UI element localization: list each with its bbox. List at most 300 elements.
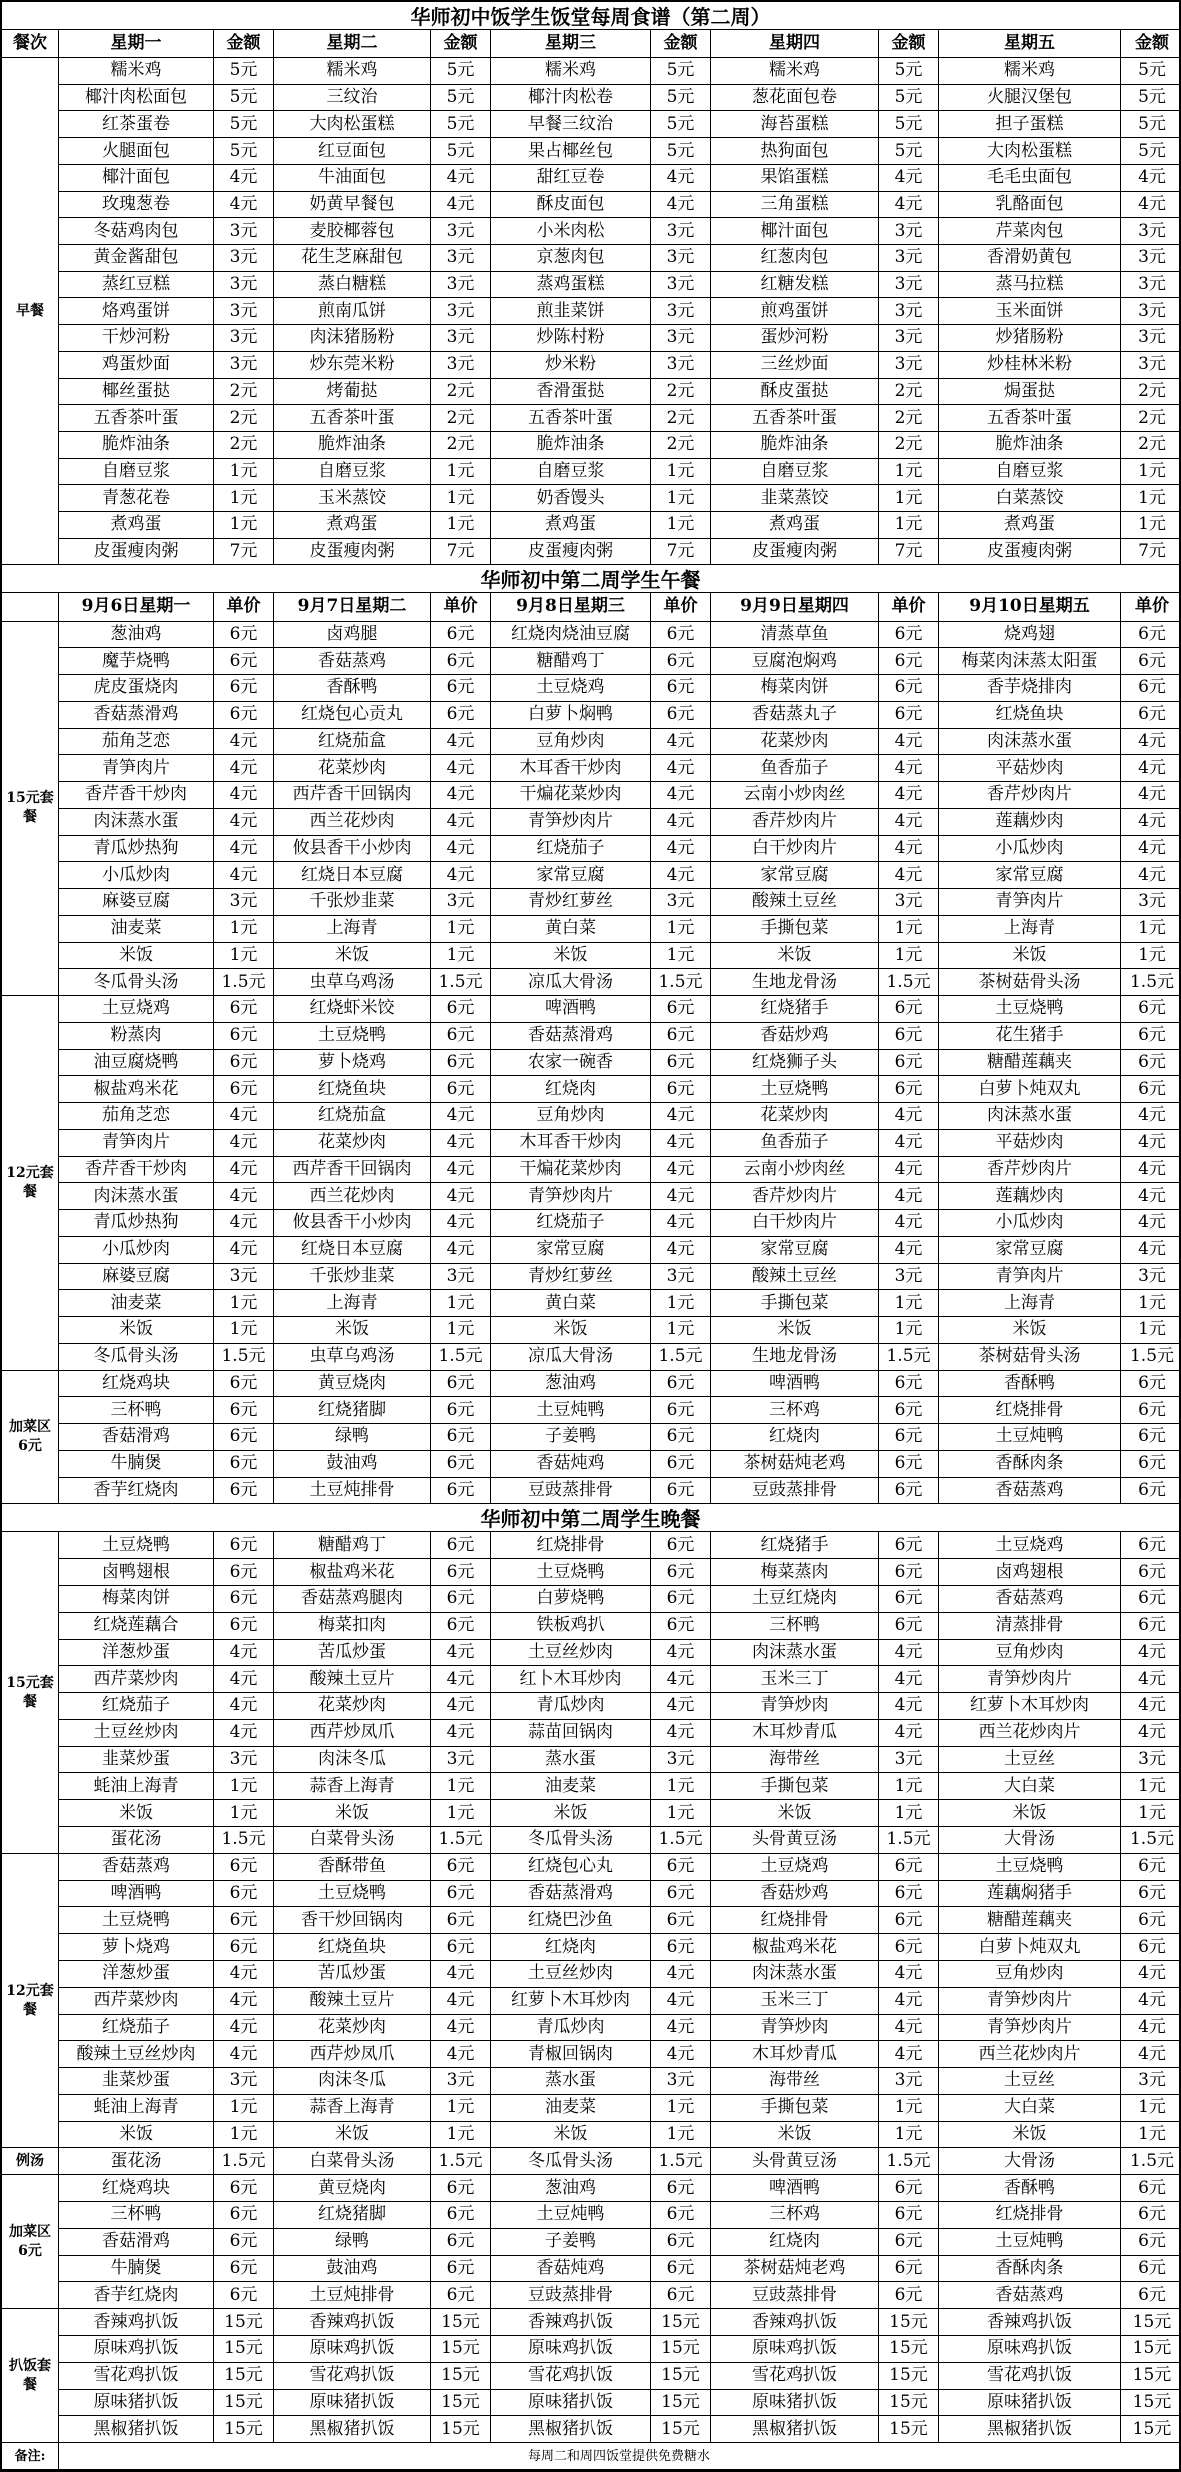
menu-row — [59, 1371, 1181, 1398]
dish-cell: 原味鸡扒饭 — [491, 2336, 651, 2363]
price-cell: 3元 — [214, 272, 274, 299]
price-cell: 3元 — [214, 325, 274, 352]
dish-cell: 青瓜炒肉 — [491, 2015, 651, 2042]
dish-cell: 黑椒猪扒饭 — [939, 2416, 1121, 2443]
dish-cell: 啤酒鸭 — [711, 2175, 879, 2202]
header-cell: 单价 — [651, 593, 711, 621]
price-cell: 3元 — [214, 1264, 274, 1291]
dish-cell: 白菜蒸饺 — [939, 485, 1121, 512]
menu-row — [59, 1478, 1181, 1505]
lunch-title-text: 华师初中第二周学生午餐 — [2, 565, 1179, 593]
price-cell: 1.5元 — [651, 2148, 711, 2175]
price-cell: 5元 — [214, 111, 274, 138]
menu-row — [59, 2041, 1181, 2068]
price-cell: 6元 — [879, 1613, 939, 1640]
header-cell: 星期一 — [59, 30, 214, 58]
dish-cell: 冬菇鸡肉包 — [59, 218, 214, 245]
dish-cell: 家常豆腐 — [491, 1237, 651, 1264]
price-cell: 6元 — [879, 2175, 939, 2202]
price-cell: 15元 — [879, 2336, 939, 2363]
price-cell: 3元 — [214, 352, 274, 379]
price-cell: 1元 — [879, 1290, 939, 1317]
price-cell: 5元 — [879, 85, 939, 112]
dish-cell: 豆角炒肉 — [939, 1640, 1121, 1667]
price-cell: 4元 — [651, 729, 711, 756]
price-cell: 15元 — [651, 2336, 711, 2363]
price-cell: 6元 — [651, 1023, 711, 1050]
menu-row — [59, 165, 1181, 192]
dish-cell: 雪花鸡扒饭 — [711, 2363, 879, 2390]
dish-cell: 冬瓜骨头汤 — [59, 969, 214, 996]
dish-cell: 清蒸草鱼 — [711, 622, 879, 649]
price-cell: 3元 — [431, 2068, 491, 2095]
menu-row — [59, 1800, 1181, 1827]
menu-row — [59, 969, 1181, 996]
price-cell: 4元 — [651, 1103, 711, 1130]
price-cell: 6元 — [431, 1451, 491, 1478]
price-cell: 4元 — [431, 755, 491, 782]
price-cell: 4元 — [651, 165, 711, 192]
price-cell: 6元 — [651, 996, 711, 1023]
dinner-title — [2, 1504, 1179, 1532]
dish-cell: 小瓜炒肉 — [939, 836, 1121, 863]
price-cell: 4元 — [879, 755, 939, 782]
dish-cell: 豆豉蒸排骨 — [711, 1478, 879, 1505]
price-cell: 4元 — [1121, 1210, 1181, 1237]
price-cell: 4元 — [214, 2041, 274, 2068]
dish-cell: 香菇蒸鸡腿肉 — [274, 1586, 431, 1613]
price-cell: 6元 — [431, 1586, 491, 1613]
price-cell: 4元 — [214, 782, 274, 809]
dish-cell: 煮鸡蛋 — [939, 512, 1121, 539]
header-cell: 星期三 — [491, 30, 651, 58]
menu-row — [59, 729, 1181, 756]
price-cell: 15元 — [879, 2309, 939, 2336]
dish-cell: 香芹香干炒肉 — [59, 1157, 214, 1184]
dish-cell: 农家一碗香 — [491, 1050, 651, 1077]
menu-row — [59, 2309, 1181, 2336]
price-cell: 4元 — [214, 1237, 274, 1264]
price-cell: 4元 — [651, 192, 711, 219]
price-cell: 6元 — [879, 996, 939, 1023]
dish-cell: 西芹炒凤爪 — [274, 1720, 431, 1747]
dish-cell: 大肉松蛋糕 — [274, 111, 431, 138]
dish-cell: 黑椒猪扒饭 — [711, 2416, 879, 2443]
price-cell: 4元 — [879, 1666, 939, 1693]
menu-row — [59, 272, 1181, 299]
breakfast-title-text: 华师初中饭学生饭堂每周食谱（第二周） — [2, 2, 1179, 30]
dish-cell: 西兰花炒肉片 — [939, 1720, 1121, 1747]
dish-cell: 粉蒸肉 — [59, 1023, 214, 1050]
price-cell: 6元 — [431, 1424, 491, 1451]
dish-cell: 玫瑰葱卷 — [59, 192, 214, 219]
price-cell: 4元 — [214, 1640, 274, 1667]
dish-cell: 虎皮蛋烧肉 — [59, 675, 214, 702]
price-cell: 6元 — [1121, 2256, 1181, 2283]
dish-cell: 米饭 — [711, 2122, 879, 2149]
price-cell: 4元 — [879, 1720, 939, 1747]
price-cell: 6元 — [431, 2202, 491, 2229]
price-cell: 4元 — [879, 1693, 939, 1720]
dish-cell: 雪花鸡扒饭 — [491, 2363, 651, 2390]
price-cell: 4元 — [214, 1666, 274, 1693]
price-cell: 5元 — [651, 138, 711, 165]
price-cell: 6元 — [651, 1050, 711, 1077]
dish-cell: 糯米鸡 — [59, 58, 214, 85]
price-cell: 3元 — [651, 889, 711, 916]
header-cell: 星期五 — [939, 30, 1121, 58]
dish-cell: 干煸花菜炒肉 — [491, 1157, 651, 1184]
price-cell: 6元 — [214, 1050, 274, 1077]
group-rows — [59, 622, 1181, 997]
price-cell: 6元 — [1121, 2175, 1181, 2202]
dish-cell: 韭菜蒸饺 — [711, 485, 879, 512]
menu-group — [2, 996, 1179, 1371]
header-cell: 星期二 — [274, 30, 431, 58]
menu-row — [59, 2229, 1181, 2256]
dish-cell: 土豆丝炒肉 — [59, 1720, 214, 1747]
dish-cell: 雪花鸡扒饭 — [939, 2363, 1121, 2390]
menu-row — [59, 648, 1181, 675]
price-cell: 6元 — [651, 2202, 711, 2229]
header-cell: 金额 — [651, 30, 711, 58]
menu-row — [59, 889, 1181, 916]
price-cell: 4元 — [1121, 755, 1181, 782]
menu-row — [59, 379, 1181, 406]
price-cell: 3元 — [651, 325, 711, 352]
menu-row — [59, 298, 1181, 325]
dish-cell: 香酥带鱼 — [274, 1854, 431, 1881]
price-cell: 6元 — [214, 1881, 274, 1908]
price-cell: 6元 — [214, 675, 274, 702]
header-cell: 金额 — [431, 30, 491, 58]
dish-cell: 红烧包心贡丸 — [274, 702, 431, 729]
dish-cell: 玉米蒸饺 — [274, 485, 431, 512]
menu-row — [59, 1988, 1181, 2015]
price-cell: 6元 — [879, 1854, 939, 1881]
dish-cell: 红烧猪脚 — [274, 1397, 431, 1424]
dish-cell: 五香茶叶蛋 — [939, 405, 1121, 432]
price-cell: 6元 — [651, 2175, 711, 2202]
group-rows — [59, 1532, 1181, 1853]
price-cell: 6元 — [879, 1478, 939, 1505]
price-cell: 2元 — [1121, 405, 1181, 432]
dish-cell: 家常豆腐 — [711, 862, 879, 889]
dish-cell: 土豆炖鸭 — [491, 2202, 651, 2229]
dish-cell: 炒东莞米粉 — [274, 352, 431, 379]
dish-cell: 香菇蒸丸子 — [711, 702, 879, 729]
dish-cell: 红烧日本豆腐 — [274, 1237, 431, 1264]
dish-cell: 肉沫猪肠粉 — [274, 325, 431, 352]
dish-cell: 毛毛虫面包 — [939, 165, 1121, 192]
dish-cell: 米饭 — [939, 1317, 1121, 1344]
menu-row — [59, 782, 1181, 809]
dish-cell: 干炒河粉 — [59, 325, 214, 352]
price-cell: 6元 — [651, 1532, 711, 1559]
dish-cell: 青笋炒肉片 — [939, 1988, 1121, 2015]
dish-cell: 大白菜 — [939, 1773, 1121, 1800]
menu-row — [59, 2175, 1181, 2202]
menu-row — [59, 2282, 1181, 2309]
breakfast-body — [2, 58, 1179, 565]
dish-cell: 皮蛋瘦肉粥 — [711, 539, 879, 566]
price-cell: 1元 — [214, 916, 274, 943]
price-cell: 6元 — [651, 1451, 711, 1478]
price-cell: 4元 — [651, 1988, 711, 2015]
dish-cell: 青笋肉片 — [939, 1264, 1121, 1291]
dish-cell: 香菇蒸滑鸡 — [59, 702, 214, 729]
price-cell: 3元 — [651, 1747, 711, 1774]
price-cell: 6元 — [431, 2282, 491, 2309]
dish-cell: 原味鸡扒饭 — [711, 2336, 879, 2363]
price-cell: 3元 — [431, 245, 491, 272]
dish-cell: 皮蛋瘦肉粥 — [274, 539, 431, 566]
dish-cell: 肉沫蒸水蛋 — [59, 809, 214, 836]
price-cell: 6元 — [1121, 2202, 1181, 2229]
price-cell: 6元 — [1121, 1023, 1181, 1050]
dish-cell: 红豆面包 — [274, 138, 431, 165]
price-cell: 1元 — [1121, 512, 1181, 539]
menu-row — [59, 2416, 1181, 2443]
price-cell: 4元 — [1121, 1961, 1181, 1988]
menu-row — [59, 218, 1181, 245]
price-cell: 1元 — [431, 1800, 491, 1827]
dish-cell: 鱼香茄子 — [711, 755, 879, 782]
dish-cell: 白干炒肉片 — [711, 836, 879, 863]
note-text: 每周二和周四饭堂提供免费糖水 — [59, 2443, 1179, 2470]
dish-cell: 海带丝 — [711, 2068, 879, 2095]
price-cell: 6元 — [1121, 1397, 1181, 1424]
dish-cell: 米饭 — [939, 2122, 1121, 2149]
price-cell: 6元 — [879, 675, 939, 702]
dish-cell: 香菇蒸鸡 — [274, 648, 431, 675]
price-cell: 4元 — [651, 2041, 711, 2068]
dish-cell: 红烧虾米饺 — [274, 996, 431, 1023]
dish-cell: 红烧猪手 — [711, 996, 879, 1023]
price-cell: 7元 — [879, 539, 939, 566]
price-cell: 6元 — [879, 622, 939, 649]
dish-cell: 大白菜 — [939, 2095, 1121, 2122]
dish-cell: 麦胶椰蓉包 — [274, 218, 431, 245]
dish-cell: 炒米粉 — [491, 352, 651, 379]
dish-cell: 热狗面包 — [711, 138, 879, 165]
price-cell: 1元 — [1121, 1773, 1181, 1800]
price-cell: 4元 — [214, 1130, 274, 1157]
dish-cell: 西芹香干回锅肉 — [274, 782, 431, 809]
price-cell: 1元 — [431, 1290, 491, 1317]
dish-cell: 红烧鱼块 — [274, 1934, 431, 1961]
dish-cell: 米饭 — [59, 1800, 214, 1827]
dish-cell: 玉米三丁 — [711, 1666, 879, 1693]
menu-row — [59, 1076, 1181, 1103]
dish-cell: 香酥肉条 — [939, 2256, 1121, 2283]
price-cell: 15元 — [431, 2309, 491, 2336]
menu-row — [59, 111, 1181, 138]
menu-row — [59, 1424, 1181, 1451]
dish-cell: 米饭 — [59, 1317, 214, 1344]
price-cell: 7元 — [214, 539, 274, 566]
dish-cell: 茶树菇骨头汤 — [939, 1344, 1121, 1371]
price-cell: 1.5元 — [879, 1827, 939, 1854]
dish-cell: 莲藕炒肉 — [939, 809, 1121, 836]
dish-cell: 蛋花汤 — [59, 2148, 214, 2175]
menu-row — [59, 1317, 1181, 1344]
dish-cell: 油麦菜 — [491, 2095, 651, 2122]
price-cell: 4元 — [214, 862, 274, 889]
price-cell: 4元 — [879, 1988, 939, 2015]
price-cell: 3元 — [651, 352, 711, 379]
dish-cell: 椰汁肉松卷 — [491, 85, 651, 112]
dish-cell: 米饭 — [711, 943, 879, 970]
price-cell: 6元 — [651, 1076, 711, 1103]
menu-row — [59, 1050, 1181, 1077]
dish-cell: 椰汁面包 — [59, 165, 214, 192]
dish-cell: 果占椰丝包 — [491, 138, 651, 165]
price-cell: 4元 — [431, 1720, 491, 1747]
dish-cell: 西芹菜炒肉 — [59, 1666, 214, 1693]
dish-cell: 红葱肉包 — [711, 245, 879, 272]
price-cell: 6元 — [879, 1559, 939, 1586]
dish-cell: 卤鸡腿 — [274, 622, 431, 649]
price-cell: 3元 — [879, 298, 939, 325]
price-cell: 4元 — [431, 1666, 491, 1693]
dish-cell: 大肉松蛋糕 — [939, 138, 1121, 165]
dish-cell: 奶香馒头 — [491, 485, 651, 512]
dish-cell: 五香茶叶蛋 — [491, 405, 651, 432]
dish-cell: 花菜炒肉 — [274, 1130, 431, 1157]
dish-cell: 红烧肉 — [491, 1934, 651, 1961]
dish-cell: 韭菜炒蛋 — [59, 2068, 214, 2095]
price-cell: 6元 — [879, 1907, 939, 1934]
price-cell: 3元 — [651, 1264, 711, 1291]
dish-cell: 葱油鸡 — [491, 1371, 651, 1398]
dish-cell: 香菇炖鸡 — [491, 2256, 651, 2283]
price-cell: 15元 — [1121, 2309, 1181, 2336]
price-cell: 1元 — [1121, 485, 1181, 512]
dish-cell: 木耳香干炒肉 — [491, 1130, 651, 1157]
group-label: 12元套餐 — [2, 1854, 59, 2149]
price-cell: 15元 — [214, 2336, 274, 2363]
price-cell: 6元 — [651, 1478, 711, 1505]
price-cell: 6元 — [214, 1424, 274, 1451]
price-cell: 6元 — [1121, 2229, 1181, 2256]
dish-cell: 手撕包菜 — [711, 916, 879, 943]
dish-cell: 牛腩煲 — [59, 2256, 214, 2283]
dish-cell: 青椒回锅肉 — [491, 2041, 651, 2068]
note-label: 备注: — [2, 2443, 59, 2470]
dish-cell: 香辣鸡扒饭 — [491, 2309, 651, 2336]
dish-cell: 手撕包菜 — [711, 1773, 879, 1800]
price-cell: 4元 — [1121, 165, 1181, 192]
price-cell: 2元 — [879, 379, 939, 406]
price-cell: 15元 — [879, 2363, 939, 2390]
dinner-title-text: 华师初中第二周学生晚餐 — [2, 1504, 1179, 1532]
price-cell: 5元 — [431, 111, 491, 138]
dish-cell: 油豆腐烧鸭 — [59, 1050, 214, 1077]
menu-row — [59, 1854, 1181, 1881]
dish-cell: 家常豆腐 — [939, 1237, 1121, 1264]
price-cell: 1元 — [651, 1773, 711, 1800]
header-cell: 单价 — [1121, 593, 1181, 621]
dish-cell: 红烧包心丸 — [491, 1854, 651, 1881]
price-cell: 3元 — [1121, 1264, 1181, 1291]
price-cell: 6元 — [879, 1934, 939, 1961]
dish-cell: 土豆烧鸭 — [274, 1881, 431, 1908]
dish-cell: 攸县香干小炒肉 — [274, 1210, 431, 1237]
price-cell: 5元 — [879, 111, 939, 138]
price-cell: 1.5元 — [431, 1827, 491, 1854]
dish-cell: 黑椒猪扒饭 — [274, 2416, 431, 2443]
dish-cell: 红烧排骨 — [711, 1907, 879, 1934]
price-cell: 6元 — [1121, 1613, 1181, 1640]
dish-cell: 莲藕炒肉 — [939, 1183, 1121, 1210]
price-cell: 4元 — [879, 1130, 939, 1157]
price-cell: 6元 — [214, 2175, 274, 2202]
dish-cell: 米饭 — [274, 1800, 431, 1827]
price-cell: 4元 — [879, 1961, 939, 1988]
price-cell: 1元 — [1121, 943, 1181, 970]
menu-row — [59, 1451, 1181, 1478]
price-cell: 5元 — [431, 85, 491, 112]
price-cell: 1元 — [651, 1317, 711, 1344]
dish-cell: 土豆烧鸭 — [711, 1076, 879, 1103]
dish-cell: 青葱花卷 — [59, 485, 214, 512]
price-cell: 1元 — [214, 1800, 274, 1827]
menu-row — [59, 1907, 1181, 1934]
price-cell: 4元 — [214, 836, 274, 863]
menu-row — [59, 1586, 1181, 1613]
dish-cell: 奶黄早餐包 — [274, 192, 431, 219]
price-cell: 6元 — [214, 1907, 274, 1934]
dish-cell: 海带丝 — [711, 1747, 879, 1774]
dish-cell: 铁板鸡扒 — [491, 1613, 651, 1640]
price-cell: 6元 — [214, 1854, 274, 1881]
dish-cell: 青笋炒肉片 — [491, 809, 651, 836]
dish-cell: 糯米鸡 — [274, 58, 431, 85]
dinner-section — [2, 1504, 1179, 2443]
dish-cell: 红烧猪手 — [711, 1532, 879, 1559]
dish-cell: 葱花面包卷 — [711, 85, 879, 112]
group-label: 加菜区6元 — [2, 2175, 59, 2309]
dish-cell: 鸡蛋炒面 — [59, 352, 214, 379]
price-cell: 4元 — [431, 1237, 491, 1264]
price-cell: 15元 — [879, 2390, 939, 2417]
dish-cell: 脆炸油条 — [59, 432, 214, 459]
price-cell: 1.5元 — [214, 1827, 274, 1854]
dish-cell: 米饭 — [491, 1800, 651, 1827]
dish-cell: 米饭 — [274, 2122, 431, 2149]
dish-cell: 自磨豆浆 — [59, 459, 214, 486]
menu-group — [2, 1371, 1179, 1505]
price-cell: 4元 — [651, 1183, 711, 1210]
price-cell: 1元 — [651, 1800, 711, 1827]
group-rows — [59, 2148, 1181, 2175]
price-cell: 4元 — [214, 1103, 274, 1130]
menu-row — [59, 862, 1181, 889]
price-cell: 1元 — [651, 916, 711, 943]
price-cell: 1元 — [214, 2095, 274, 2122]
price-cell: 6元 — [1121, 1934, 1181, 1961]
dish-cell: 土豆丝炒肉 — [491, 1961, 651, 1988]
price-cell: 4元 — [1121, 1988, 1181, 2015]
dish-cell: 米饭 — [274, 943, 431, 970]
dish-cell: 花菜炒肉 — [711, 729, 879, 756]
menu-row — [59, 1881, 1181, 1908]
price-cell: 6元 — [214, 1478, 274, 1505]
price-cell: 1元 — [1121, 1290, 1181, 1317]
price-cell: 6元 — [1121, 702, 1181, 729]
price-cell: 3元 — [431, 1747, 491, 1774]
